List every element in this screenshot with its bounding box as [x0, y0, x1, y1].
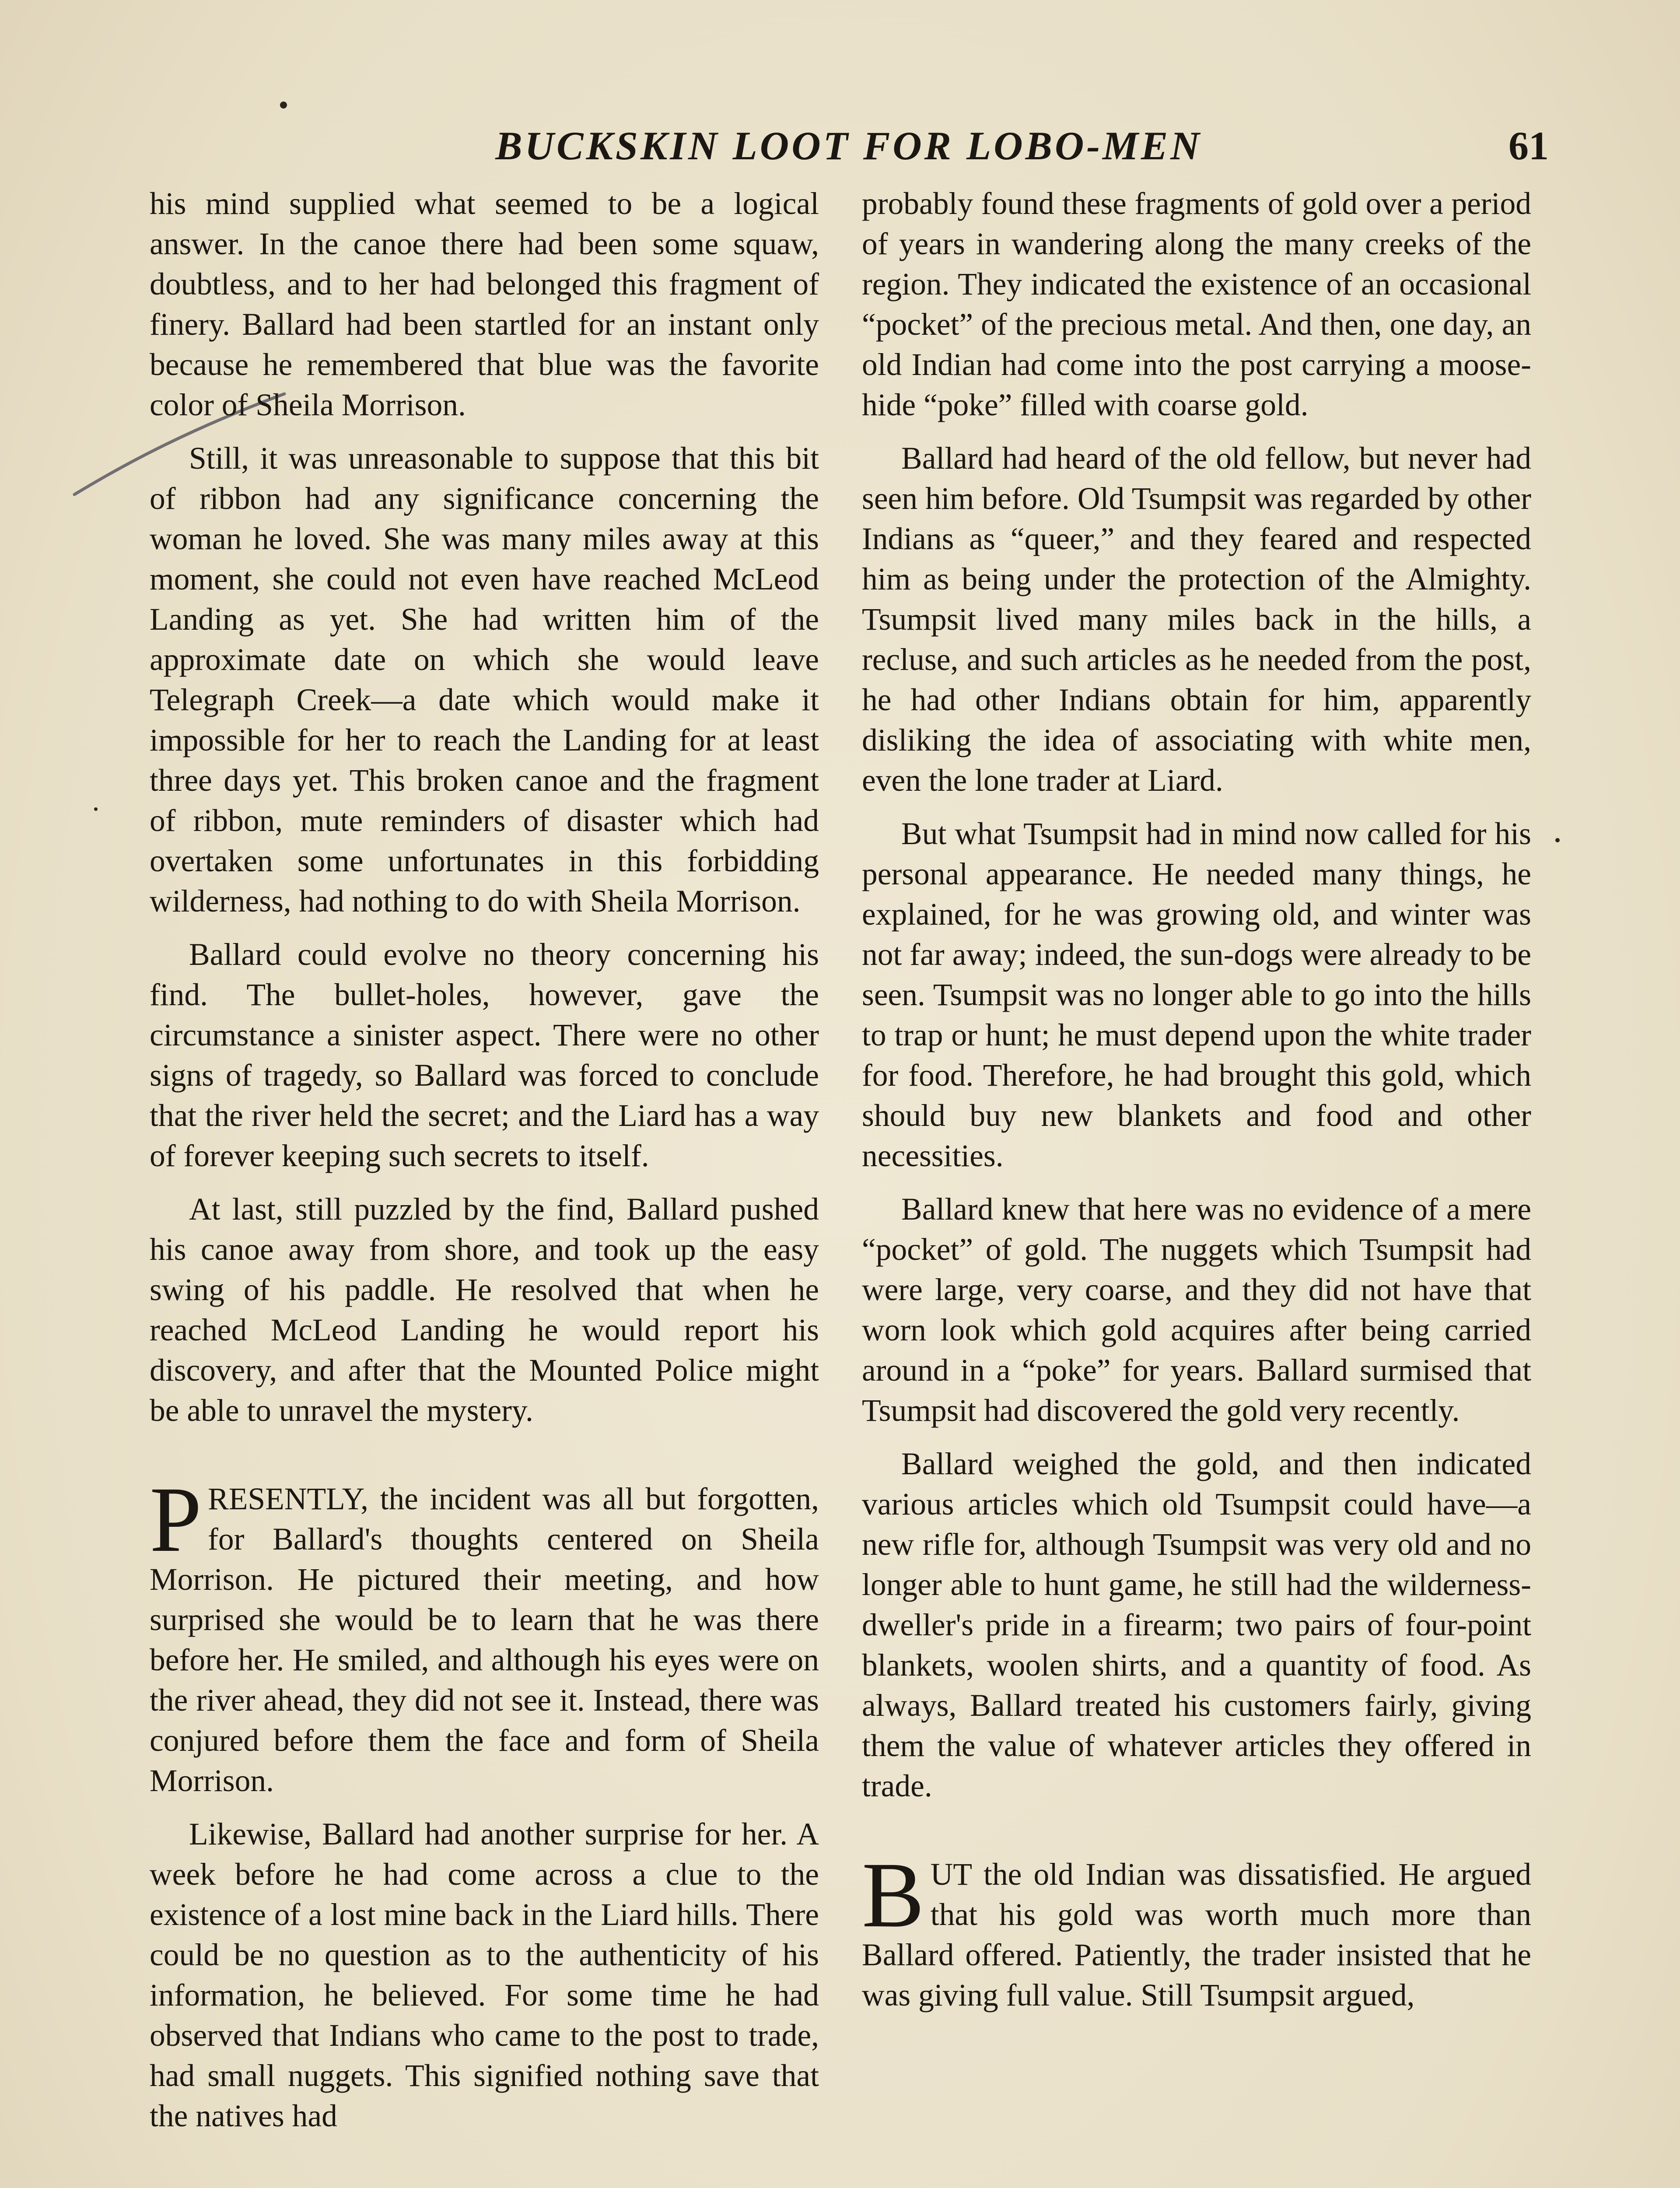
ink-speck [94, 807, 98, 811]
ink-speck [1555, 838, 1560, 842]
paragraph: Ballard knew that here was no evidence of a mere “pocket” of gold. The nuggets which Tsumpsit had were large, very coarse, and they did not have that worn look which gold acquires after being carried around in a “poke” for years. Ballard surmised that Tsumpsit had discovered the gold very recently. [862, 1192, 1531, 1428]
ink-speck [280, 102, 287, 109]
paragraph: Ballard had heard of the old fellow, but never had seen him before. Old Tsumpsit was regarded by other Indians as “queer,” and they feared and respected him as being under the protection of the Almighty. Tsumpsit lived many miles back in the hills, a recluse, and such articles as he needed from the post, he had other Indians obtain for him, apparently disliking the idea of associating with white men, even the lone trader at Liard. [862, 441, 1531, 798]
paragraph-text: RESENTLY, the incident was all but forgotten, for Ballard's thoughts centered on Sheila Morrison. He pictured their meeting, and how surprised she would be to learn that he was there before her. He smiled, and although his eyes were on the river ahead, they did not see it. Instead, there was conjured before them the face and form of Sheila Morrison. [150, 1482, 819, 1798]
page-number: 61 [1508, 123, 1549, 168]
running-title: BUCKSKIN LOOT FOR LOBO-MEN [495, 123, 1202, 168]
paragraph: Still, it was unreasonable to suppose that this bit of ribbon had any significance concerning the woman he loved. She was many miles away at this moment, she could not even have reached McLeod Landing as yet. She had written him of the approximate date on which she would leave Telegraph Creek—a date which would make it impossible for her to reach the Landing for at least three days yet. This broken canoe and the fragment of ribbon, mute reminders of disaster which had overtaken some unfortunates in this forbidding wilderness, had nothing to do with Sheila Morrison. [150, 441, 819, 919]
paragraph: Likewise, Ballard had another surprise for her. A week before he had come across a clue to the existence of a lost mine back in the Liard hills. There could be no question as to the authenticity of his information, he believed. For some time he had observed that Indians who came to the post to trade, had small nuggets. This signified nothing save that the natives had [150, 1817, 819, 2133]
section-paragraph [150, 1468, 819, 1801]
paragraph: probably found these fragments of gold over a period of years in wandering along the many creeks of the region. They indicated the existence of an occasional “pocket” of the precious metal. And then, one day, an old Indian had come into the post carrying a moose-hide “poke” filled with coarse gold. [862, 186, 1531, 422]
section-paragraph [862, 1843, 1531, 2016]
drop-cap: P [150, 1468, 202, 1571]
page-header [149, 123, 1549, 179]
paragraph: At last, still puzzled by the find, Ballard pushed his canoe away from shore, and took up the easy swing of his paddle. He resolved that when he reached McLeod Landing he would report his discovery, and after that the Mounted Police might be able to unravel the mystery. [150, 1192, 819, 1428]
paragraph: Ballard could evolve no theory concerning his find. The bullet-holes, however, gave the circumstance a sinister aspect. There were no other signs of tragedy, so Ballard was forced to conclude that the river held the secret; and the Liard has a way of forever keeping such secrets to itself. [150, 937, 819, 1173]
paragraph: his mind supplied what seemed to be a logical answer. In the canoe there had been some squaw, doubtless, and to her had belonged this fragment of finery. Ballard had been startled for an instant only because he remembered that blue was the favorite color of Sheila Morrison. [150, 186, 819, 422]
paragraph: Ballard weighed the gold, and then indicated various articles which old Tsumpsit could have—a new rifle for, although Tsumpsit was very old and no longer able to hunt game, he still had the wilderness-dweller's pride in a firearm; two pairs of four-point blankets, woolen shirts, and a quantity of food. As always, Ballard treated his customers fairly, giving them the value of whatever articles they offered in trade. [862, 1447, 1531, 1803]
paragraph-text: UT the old Indian was dissatisfied. He argued that his gold was worth much more than Ballard offered. Patiently, the trader insisted that he was giving full value. Still Tsumpsit argued, [862, 1857, 1531, 2013]
left-column [150, 184, 819, 2136]
right-column [862, 184, 1531, 2016]
paragraph: But what Tsumpsit had in mind now called for his personal appearance. He needed many things, he explained, for he was growing old, and winter was not far away; indeed, the sun-dogs were already to be seen. Tsumpsit was no longer able to go into the hills to trap or hunt; he must depend upon the white trader for food. Therefore, he had brought this gold, which should buy new blankets and food and other necessities. [862, 817, 1531, 1173]
drop-cap: B [862, 1843, 924, 1947]
